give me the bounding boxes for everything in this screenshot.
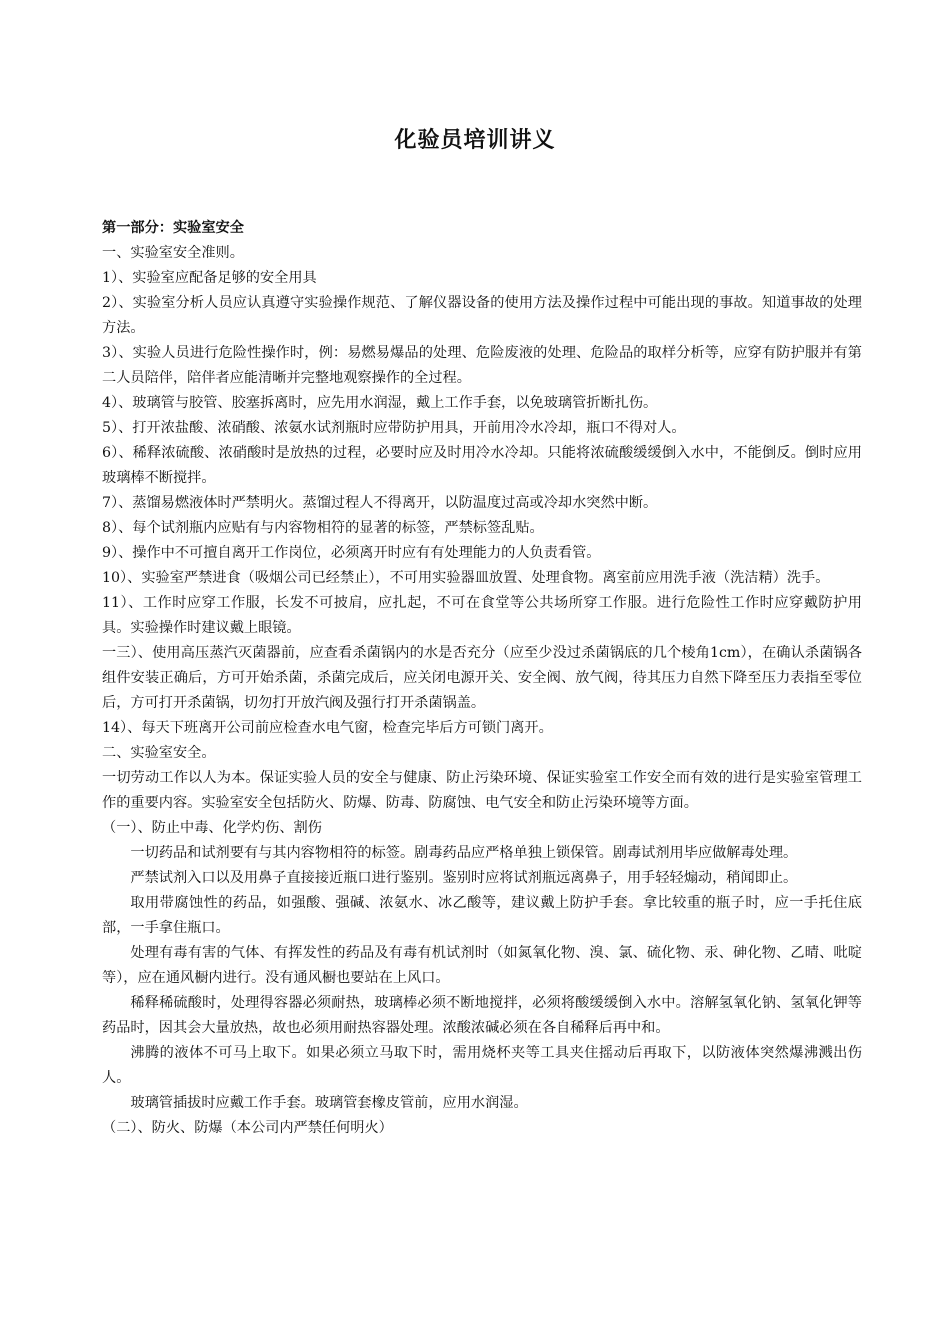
- paragraph: 2）、实验室分析人员应认真遵守实验操作规范、了解仪器设备的使用方法及操作过程中可能出现的事故。知道事故的处理方法。: [102, 295, 862, 336]
- paragraph: 一切劳动工作以人为本。保证实验人员的安全与健康、防止污染环境、保证实验室工作安全而有效的进行是实验室管理工作的重要内容。实验室安全包括防火、防爆、防毒、防腐蚀、电气安全和防止污染环境等方面。: [102, 770, 862, 811]
- paragraph: 10）、实验室严禁进食（吸烟公司已经禁止），不可用实验器皿放置、处理食物。离室前应用洗手液（洗洁精）洗手。: [102, 570, 830, 586]
- paragraph: 4）、玻璃管与胶管、胶塞拆离时，应先用水润湿，戴上工作手套，以免玻璃管折断扎伤。: [102, 395, 658, 411]
- paragraph: 稀释稀硫酸时，处理得容器必须耐热，玻璃棒必须不断地搅拌，必须将酸缓缓倒入水中。溶解氢氧化钠、氢氧化钾等药品时，因其会大量放热，故也必须用耐热容器处理。浓酸浓碱必须在各自稀释后再中和。: [102, 995, 862, 1036]
- section-heading: 第一部分：实验室安全: [102, 220, 244, 236]
- paragraph: 5）、打开浓盐酸、浓硝酸、浓氨水试剂瓶时应带防护用具，开前用冷水冷却，瓶口不得对人。: [102, 420, 686, 436]
- paragraph: 14）、每天下班离开公司前应检查水电气窗，检查完毕后方可锁门离开。: [102, 720, 553, 736]
- paragraph: 取用带腐蚀性的药品，如强酸、强碱、浓氨水、冰乙酸等，建议戴上防护手套。拿比较重的瓶子时，应一手托住底部，一手拿住瓶口。: [102, 895, 862, 936]
- paragraph: 3）、实验人员进行危险性操作时，例：易燃易爆品的处理、危险废液的处理、危险品的取样分析等，应穿有防护服并有第二人员陪伴，陪伴者应能清晰并完整地观察操作的全过程。: [102, 345, 862, 386]
- paragraph: 沸腾的液体不可马上取下。如果必须立马取下时，需用烧杯夹等工具夹住摇动后再取下，以防液体突然爆沸溅出伤人。: [102, 1045, 862, 1086]
- paragraph: 7）、蒸馏易燃液体时严禁明火。蒸馏过程人不得离开，以防温度过高或冷却水突然中断。: [102, 495, 658, 511]
- paragraph: 9）、操作中不可擅自离开工作岗位，必须离开时应有有处理能力的人负责看管。: [102, 545, 601, 561]
- paragraph: （二）、防火、防爆（本公司内严禁任何明火）: [102, 1120, 393, 1136]
- paragraph: 11）、工作时应穿工作服，长发不可披肩，应扎起，不可在食堂等公共场所穿工作服。进行危险性工作时应穿戴防护用具。实验操作时建议戴上眼镜。: [102, 595, 862, 636]
- document-body: [102, 216, 862, 1141]
- paragraph: 6）、稀释浓硫酸、浓硝酸时是放热的过程，必要时应及时用冷水冷却。只能将浓硫酸缓缓倒入水中，不能倒反。倒时应用玻璃棒不断搅拌。: [102, 445, 862, 486]
- document-title: 化验员培训讲义: [394, 127, 556, 153]
- paragraph: 一切药品和试剂要有与其内容物相符的标签。剧毒药品应严格单独上锁保管。剧毒试剂用毕应做解毒处理。: [130, 845, 798, 861]
- paragraph: 一三）、使用高压蒸汽灭菌器前，应查看杀菌锅内的水是否充分（应至少没过杀菌锅底的几个棱角1cm），在确认杀菌锅各组件安装正确后，方可开始杀菌，杀菌完成后，应关闭电源开关、安全阀、放气阀，待其压力自然下降至压力表指至零位后，方可打开杀菌锅，切勿打开放汽阀及强行打开杀菌锅盖。: [102, 645, 862, 711]
- paragraph: 玻璃管插拔时应戴工作手套。玻璃管套橡皮管前，应用水润湿。: [130, 1095, 528, 1111]
- paragraph: 处理有毒有害的气体、有挥发性的药品及有毒有机试剂时（如氮氧化物、溴、氯、硫化物、汞、砷化物、乙晴、吡啶等），应在通风橱内进行。没有通风橱也要站在上风口。: [102, 945, 862, 986]
- paragraph: （一）、防止中毒、化学灼伤、割伤: [102, 820, 322, 836]
- paragraph: 严禁试剂入口以及用鼻子直接接近瓶口进行鉴别。鉴别时应将试剂瓶远离鼻子，用手轻轻煽动，稍闻即止。: [130, 870, 798, 886]
- paragraph: 一、实验室安全准则。: [102, 245, 244, 261]
- paragraph: 二、实验室安全。: [102, 745, 216, 761]
- paragraph: 1）、实验室应配备足够的安全用具: [102, 270, 317, 286]
- paragraph: 8）、每个试剂瓶内应贴有与内容物相符的显著的标签，严禁标签乱贴。: [102, 520, 544, 536]
